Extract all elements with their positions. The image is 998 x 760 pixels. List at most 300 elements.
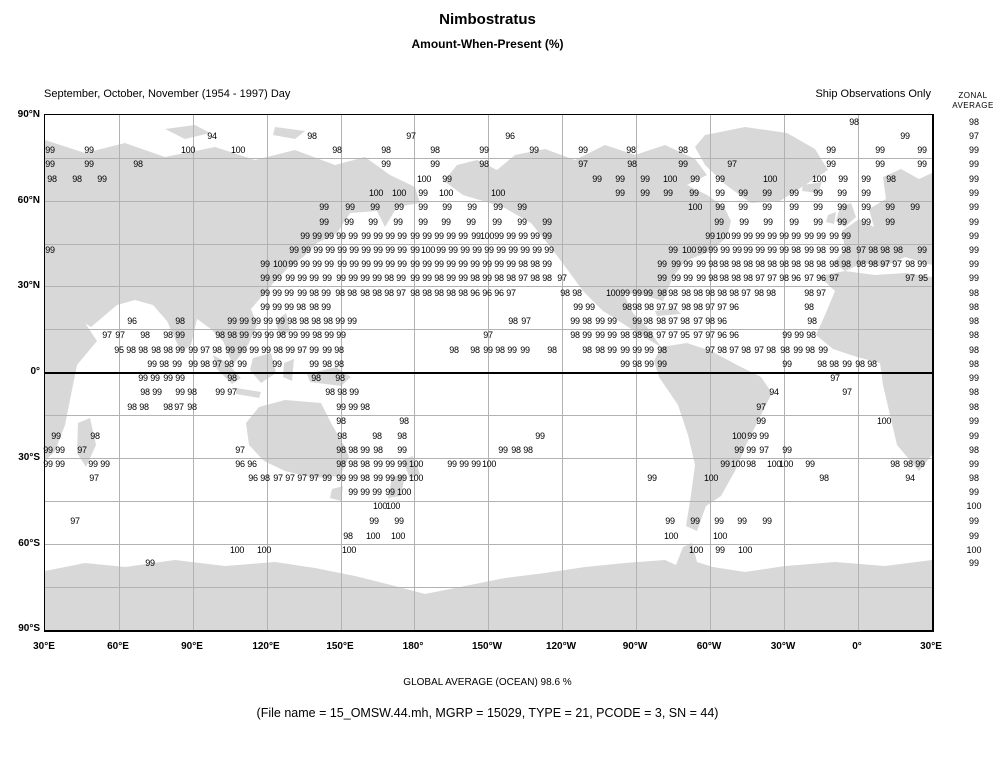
map-value: 99 [496, 245, 506, 255]
map-value: 98 [717, 288, 727, 298]
map-value: 99 [335, 316, 345, 326]
map-value: 98 [309, 288, 319, 298]
map-value: 98 [227, 330, 237, 340]
map-value: 98 [312, 330, 322, 340]
map-value: 99 [312, 259, 322, 269]
map-value: 99 [385, 459, 395, 469]
map-value: 99 [361, 259, 371, 269]
map-value: 100 [663, 531, 679, 541]
map-value: 99 [615, 174, 625, 184]
map-value: 98 [163, 402, 173, 412]
map-value: 99 [492, 217, 502, 227]
map-value: 97 [668, 302, 678, 312]
map-value: 98 [693, 302, 703, 312]
map-value: 99 [418, 188, 428, 198]
map-value: 99 [418, 217, 428, 227]
map-value: 99 [715, 545, 725, 555]
map-value: 96 [729, 302, 739, 312]
map-value: 96 [791, 273, 801, 283]
map-value: 100 [687, 202, 703, 212]
longitude-label: 120°E [252, 641, 280, 652]
map-value: 99 [422, 259, 432, 269]
map-value: 99 [620, 288, 630, 298]
zonal-average-value: 98 [968, 402, 980, 412]
map-value: 99 [436, 245, 446, 255]
map-value: 97 [70, 516, 80, 526]
map-value: 99 [373, 473, 383, 483]
map-value: 99 [861, 217, 871, 227]
map-value: 99 [55, 459, 65, 469]
map-value: 99 [188, 345, 198, 355]
map-value: 98 [322, 359, 332, 369]
zonal-average-value: 99 [968, 558, 980, 568]
map-value: 99 [459, 459, 469, 469]
zonal-average-value: 98 [968, 316, 980, 326]
map-value: 98 [705, 316, 715, 326]
map-value: 99 [804, 231, 814, 241]
map-value: 98 [681, 288, 691, 298]
map-value: 97 [506, 288, 516, 298]
map-value: 99 [434, 259, 444, 269]
map-value: 99 [260, 288, 270, 298]
map-value: 98 [215, 330, 225, 340]
map-value: 98 [127, 402, 137, 412]
map-value: 100 [662, 174, 678, 184]
map-value: 99 [150, 373, 160, 383]
map-value: 97 [309, 473, 319, 483]
map-value: 100 [876, 416, 892, 426]
map-value: 99 [251, 316, 261, 326]
map-value: 99 [690, 516, 700, 526]
map-value: 99 [620, 345, 630, 355]
map-value: 99 [482, 259, 492, 269]
latitude-label: 90°S [18, 623, 40, 634]
map-value: 98 [804, 288, 814, 298]
map-value: 99 [422, 273, 432, 283]
map-value: 99 [696, 273, 706, 283]
map-value: 98 [449, 345, 459, 355]
map-value: 99 [494, 259, 504, 269]
map-value: 99 [397, 459, 407, 469]
map-value: 99 [762, 202, 772, 212]
map-value: 99 [385, 231, 395, 241]
map-value: 98 [227, 373, 237, 383]
map-value: 98 [657, 345, 667, 355]
map-value: 99 [336, 473, 346, 483]
longitude-label: 120°W [545, 641, 577, 652]
map-value: 99 [422, 231, 432, 241]
map-value: 100 [341, 545, 357, 555]
map-value: 98 [817, 359, 827, 369]
map-value: 99 [816, 231, 826, 241]
map-value: 96 [482, 288, 492, 298]
map-value: 98 [791, 245, 801, 255]
map-value: 99 [344, 217, 354, 227]
map-value: 99 [535, 431, 545, 441]
map-value: 97 [741, 288, 751, 298]
map-value: 99 [227, 316, 237, 326]
map-value: 97 [297, 473, 307, 483]
map-value: 99 [373, 231, 383, 241]
map-value: 98 [337, 387, 347, 397]
map-value: 99 [841, 231, 851, 241]
map-value: 99 [272, 288, 282, 298]
map-value: 99 [175, 387, 185, 397]
map-value: 99 [368, 217, 378, 227]
map-value: 98 [458, 288, 468, 298]
map-value: 99 [372, 273, 382, 283]
map-value: 97 [235, 445, 245, 455]
map-value: 99 [838, 174, 848, 184]
map-value: 99 [348, 487, 358, 497]
map-value: 99 [347, 316, 357, 326]
map-value: 99 [336, 273, 346, 283]
map-value: 97 [89, 473, 99, 483]
map-value: 98 [570, 330, 580, 340]
map-value: 98 [680, 316, 690, 326]
file-info-label: (File name = 15_OMSW.44.mh, MGRP = 15029, TYPE = 21, PCODE = 3, SN = 44) [256, 706, 719, 720]
map-value: 98 [530, 273, 540, 283]
map-value: 99 [446, 231, 456, 241]
map-value: 100 [762, 174, 778, 184]
map-value: 100 [368, 188, 384, 198]
map-value: 97 [892, 259, 902, 269]
map-value: 97 [717, 302, 727, 312]
map-value: 96 [127, 316, 137, 326]
map-value: 99 [336, 402, 346, 412]
map-value: 99 [348, 402, 358, 412]
map-value: 98 [595, 345, 605, 355]
map-value: 97 [200, 345, 210, 355]
map-value: 98 [632, 359, 642, 369]
map-value: 99 [759, 431, 769, 441]
map-value: 100 [479, 231, 495, 241]
map-value: 98 [511, 445, 521, 455]
map-value: 99 [441, 217, 451, 227]
map-value: 97 [727, 159, 737, 169]
map-value: 99 [813, 202, 823, 212]
map-value: 97 [729, 345, 739, 355]
map-value: 99 [900, 131, 910, 141]
map-value: 99 [479, 145, 489, 155]
map-value: 98 [163, 345, 173, 355]
map-value: 99 [300, 259, 310, 269]
map-value: 99 [410, 273, 420, 283]
map-value: 99 [755, 245, 765, 255]
map-value: 99 [348, 473, 358, 483]
map-value: 99 [321, 288, 331, 298]
longitude-label: 30°W [770, 641, 796, 652]
map-value: 98 [905, 259, 915, 269]
map-value: 98 [372, 431, 382, 441]
map-value: 98 [212, 345, 222, 355]
map-value: 99 [644, 345, 654, 355]
map-value: 99 [172, 359, 182, 369]
map-value: 96 [235, 459, 245, 469]
map-value: 99 [260, 259, 270, 269]
map-value: 97 [829, 273, 839, 283]
map-value: 98 [816, 245, 826, 255]
map-value: 99 [84, 145, 94, 155]
map-value: 100 [766, 459, 782, 469]
map-value: 100 [703, 473, 719, 483]
map-value: 98 [767, 259, 777, 269]
zonal-average-value: 99 [968, 516, 980, 526]
map-value: 98 [816, 259, 826, 269]
map-value: 99 [595, 316, 605, 326]
map-value: 99 [225, 345, 235, 355]
map-value: 99 [284, 302, 294, 312]
longitude-label: 0° [852, 641, 862, 652]
map-value: 99 [665, 516, 675, 526]
map-value: 99 [237, 345, 247, 355]
map-value: 99 [643, 288, 653, 298]
map-value: 98 [729, 288, 739, 298]
map-value: 97 [767, 273, 777, 283]
map-value: 99 [434, 231, 444, 241]
map-value: 99 [348, 231, 358, 241]
map-value: 99 [708, 245, 718, 255]
zonal-average-value: 99 [968, 273, 980, 283]
grid-line-horizontal [45, 201, 932, 202]
map-value: 98 [841, 245, 851, 255]
latitude-label: 30°N [17, 280, 40, 291]
map-value: 99 [397, 259, 407, 269]
map-value: 99 [300, 231, 310, 241]
map-value: 99 [471, 459, 481, 469]
map-value: 98 [495, 345, 505, 355]
map-value: 98 [200, 359, 210, 369]
map-value: 99 [45, 145, 55, 155]
map-value: 98 [893, 245, 903, 255]
map-value: 98 [276, 330, 286, 340]
map-value: 99 [755, 231, 765, 241]
map-value: 99 [861, 174, 871, 184]
map-value: 99 [385, 473, 395, 483]
map-value: 98 [890, 459, 900, 469]
map-value: 98 [337, 431, 347, 441]
map-value: 99 [261, 345, 271, 355]
map-value: 98 [868, 245, 878, 255]
map-value: 99 [542, 217, 552, 227]
map-value: 99 [373, 259, 383, 269]
zonal-average-value: 98 [968, 445, 980, 455]
map-value: 96 [717, 316, 727, 326]
map-value: 98 [399, 416, 409, 426]
zonal-average-value: 99 [968, 245, 980, 255]
map-value: 99 [458, 259, 468, 269]
map-value: 96 [816, 273, 826, 283]
map-value: 100 [408, 459, 424, 469]
map-value: 98 [903, 459, 913, 469]
map-value: 97 [273, 473, 283, 483]
zonal-average-value: 100 [966, 501, 982, 511]
map-value: 98 [886, 174, 896, 184]
map-value: 98 [360, 473, 370, 483]
map-value: 98 [819, 473, 829, 483]
map-value: 100 [681, 245, 697, 255]
map-value: 99 [360, 273, 370, 283]
map-value: 98 [47, 174, 57, 184]
map-value: 99 [544, 245, 554, 255]
zonal-header-line2: AVERAGE [952, 101, 994, 110]
map-value: 97 [880, 259, 890, 269]
map-value: 99 [458, 231, 468, 241]
map-value: 99 [715, 174, 725, 184]
map-value: 99 [372, 487, 382, 497]
map-value: 99 [309, 273, 319, 283]
map-value: 99 [671, 259, 681, 269]
zonal-average-value: 97 [968, 131, 980, 141]
zonal-average-value: 98 [968, 359, 980, 369]
map-value: 100 [688, 545, 704, 555]
zonal-average-value: 99 [968, 188, 980, 198]
map-value: 99 [607, 330, 617, 340]
map-value: 99 [163, 373, 173, 383]
map-value: 98 [187, 387, 197, 397]
map-value: 97 [804, 273, 814, 283]
map-value: 97 [212, 359, 222, 369]
map-value: 99 [763, 217, 773, 227]
map-value: 98 [829, 359, 839, 369]
map-value: 99 [607, 345, 617, 355]
map-value: 98 [622, 302, 632, 312]
map-value: 97 [656, 330, 666, 340]
map-value: 99 [394, 202, 404, 212]
map-value: 98 [311, 316, 321, 326]
map-value: 99 [175, 345, 185, 355]
map-value: 99 [767, 245, 777, 255]
map-value: 99 [272, 302, 282, 312]
map-value: 99 [272, 273, 282, 283]
map-value: 98 [479, 159, 489, 169]
map-value: 99 [309, 359, 319, 369]
zonal-average-value: 98 [968, 302, 980, 312]
map-value: 98 [296, 302, 306, 312]
map-value: 98 [334, 345, 344, 355]
zonal-average-value: 99 [968, 459, 980, 469]
map-value: 98 [335, 288, 345, 298]
latitude-label: 90°N [17, 109, 40, 120]
map-value: 98 [754, 288, 764, 298]
map-value: 99 [779, 245, 789, 255]
map-value: 99 [826, 159, 836, 169]
map-value: 98 [384, 288, 394, 298]
map-value: 98 [626, 145, 636, 155]
map-value: 99 [731, 231, 741, 241]
map-value: 100 [365, 531, 381, 541]
map-value: 99 [348, 273, 358, 283]
map-value: 99 [336, 330, 346, 340]
map-value: 99 [910, 202, 920, 212]
map-value: 99 [657, 359, 667, 369]
map-value: 97 [830, 373, 840, 383]
map-value: 99 [430, 159, 440, 169]
map-value: 98 [643, 330, 653, 340]
map-value: 97 [693, 316, 703, 326]
map-value: 99 [644, 359, 654, 369]
zonal-average-value: 98 [968, 117, 980, 127]
map-value: 99 [385, 259, 395, 269]
map-value: 99 [647, 473, 657, 483]
map-value: 99 [319, 217, 329, 227]
map-value: 99 [300, 330, 310, 340]
map-value: 98 [72, 174, 82, 184]
map-value: 99 [640, 188, 650, 198]
map-value: 98 [187, 402, 197, 412]
map-value: 100 [778, 459, 794, 469]
map-value: 100 [180, 145, 196, 155]
map-value: 99 [578, 145, 588, 155]
map-value: 99 [55, 445, 65, 455]
map-value: 99 [370, 202, 380, 212]
map-value: 98 [657, 288, 667, 298]
map-value: 96 [248, 473, 258, 483]
map-value: 98 [523, 445, 533, 455]
map-value: 98 [506, 273, 516, 283]
latitude-label: 60°S [18, 538, 40, 549]
map-value: 98 [347, 288, 357, 298]
map-value: 99 [466, 217, 476, 227]
map-value: 99 [720, 245, 730, 255]
map-value: 99 [782, 330, 792, 340]
map-value: 98 [717, 345, 727, 355]
map-value: 98 [397, 431, 407, 441]
map-value: 99 [517, 217, 527, 227]
global-average-label: GLOBAL AVERAGE (OCEAN) 98.6 % [403, 677, 572, 688]
map-value: 99 [448, 245, 458, 255]
map-value: 98 [656, 316, 666, 326]
map-value: 99 [756, 416, 766, 426]
map-value: 99 [51, 431, 61, 441]
map-value: 99 [507, 345, 517, 355]
map-value: 97 [406, 131, 416, 141]
map-value: 99 [482, 273, 492, 283]
map-value: 98 [494, 273, 504, 283]
map-value: 98 [791, 259, 801, 269]
map-value: 100 [390, 531, 406, 541]
map-value: 98 [547, 345, 557, 355]
map-value: 97 [578, 159, 588, 169]
source-label: Ship Observations Only [815, 88, 931, 100]
map-value: 99 [791, 231, 801, 241]
map-value: 99 [324, 330, 334, 340]
map-value: 99 [837, 188, 847, 198]
map-value: 99 [663, 188, 673, 198]
zonal-average-value: 100 [966, 545, 982, 555]
map-value: 98 [779, 259, 789, 269]
longitude-label: 150°E [326, 641, 354, 652]
map-value: 99 [875, 159, 885, 169]
map-value: 99 [671, 273, 681, 283]
longitude-label: 150°W [471, 641, 503, 652]
map-value: 99 [793, 345, 803, 355]
map-value: 99 [322, 345, 332, 355]
map-value: 99 [829, 245, 839, 255]
map-value: 97 [77, 445, 87, 455]
map-value: 99 [239, 316, 249, 326]
map-value: 99 [517, 202, 527, 212]
map-value: 98 [332, 145, 342, 155]
grid-line-horizontal [45, 544, 932, 545]
map-value: 99 [373, 459, 383, 469]
map-value: 99 [297, 273, 307, 283]
map-value: 99 [337, 245, 347, 255]
map-value: 99 [739, 217, 749, 227]
world-map [44, 114, 934, 632]
map-value: 100 [715, 231, 731, 241]
map-value: 99 [734, 445, 744, 455]
